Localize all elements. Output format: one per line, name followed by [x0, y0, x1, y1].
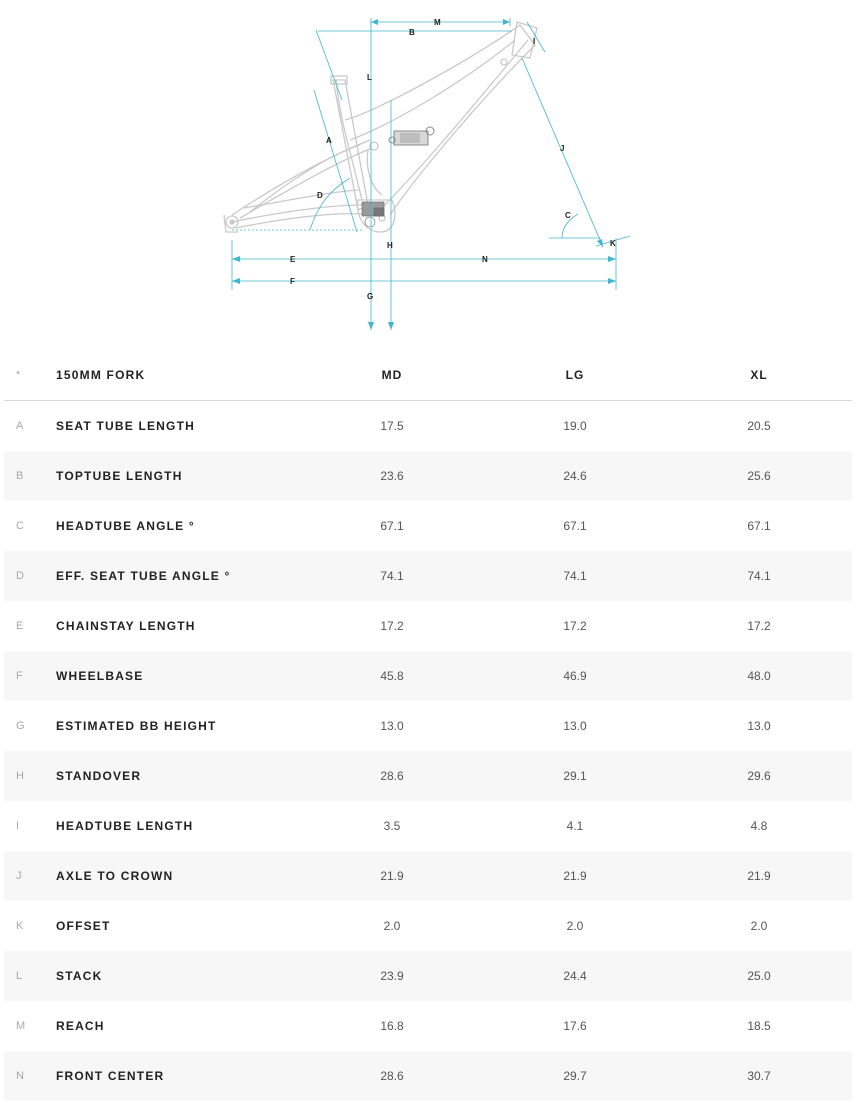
header-marker: * — [16, 369, 21, 381]
dim-label-l: L — [367, 73, 372, 82]
table-row — [4, 1051, 852, 1101]
row-label: SEAT TUBE LENGTH — [56, 419, 195, 433]
row-value-md: 16.8 — [380, 1019, 404, 1033]
dim-label-f: F — [290, 277, 295, 286]
row-value-xl: 25.6 — [747, 469, 771, 483]
dim-label-h: H — [387, 241, 393, 250]
dim-label-m: M — [434, 18, 441, 27]
row-value-xl: 17.2 — [747, 619, 771, 633]
row-letter: I — [16, 820, 20, 832]
row-value-xl: 25.0 — [747, 969, 771, 983]
table-row — [4, 851, 852, 901]
row-value-xl: 74.1 — [747, 569, 771, 583]
dim-label-c: C — [565, 211, 571, 220]
table-row — [4, 601, 852, 651]
row-letter: M — [16, 1020, 26, 1032]
row-label: STANDOVER — [56, 769, 142, 783]
row-value-xl: 29.6 — [747, 769, 771, 783]
header-size-md: MD — [381, 368, 403, 382]
row-letter: D — [16, 570, 24, 582]
row-value-lg: 24.6 — [563, 469, 587, 483]
row-label: REACH — [56, 1019, 105, 1033]
table-body — [4, 401, 852, 1101]
row-value-lg: 19.0 — [563, 419, 587, 433]
rear-shock — [389, 127, 434, 145]
dim-label-a: A — [326, 136, 332, 145]
row-value-md: 28.6 — [380, 1069, 404, 1083]
frame-geometry-svg — [0, 0, 856, 340]
row-letter: K — [16, 920, 24, 932]
row-value-md: 21.9 — [380, 869, 404, 883]
geometry-table — [4, 350, 852, 1101]
row-value-lg: 13.0 — [563, 719, 587, 733]
table-row — [4, 751, 852, 801]
row-value-md: 2.0 — [383, 919, 401, 933]
table-row — [4, 401, 852, 451]
row-letter: C — [16, 520, 24, 532]
row-value-md: 3.5 — [383, 819, 401, 833]
row-value-md: 13.0 — [380, 719, 404, 733]
row-letter: A — [16, 420, 24, 432]
dim-label-k: K — [610, 239, 616, 248]
dim-label-n: N — [482, 255, 488, 264]
table-row — [4, 951, 852, 1001]
row-value-xl: 13.0 — [747, 719, 771, 733]
row-value-md: 45.8 — [380, 669, 404, 683]
table-row — [4, 901, 852, 951]
row-letter: F — [16, 670, 23, 682]
row-value-lg: 29.7 — [563, 1069, 587, 1083]
row-label: STACK — [56, 969, 103, 983]
dimension-letters — [290, 18, 616, 301]
row-value-lg: 17.2 — [563, 619, 587, 633]
row-value-md: 74.1 — [380, 569, 404, 583]
row-letter: G — [16, 720, 25, 732]
table-row — [4, 1001, 852, 1051]
row-label: FRONT CENTER — [56, 1069, 165, 1083]
row-value-xl: 4.8 — [750, 819, 768, 833]
table-header-row — [4, 350, 852, 401]
row-value-xl: 18.5 — [747, 1019, 771, 1033]
row-label: AXLE TO CROWN — [56, 869, 174, 883]
row-value-lg: 46.9 — [563, 669, 587, 683]
row-value-lg: 17.6 — [563, 1019, 587, 1033]
row-value-lg: 2.0 — [566, 919, 584, 933]
row-value-md: 17.5 — [380, 419, 404, 433]
row-value-xl: 67.1 — [747, 519, 771, 533]
header-size-xl: XL — [750, 368, 768, 382]
row-letter: H — [16, 770, 24, 782]
table-row — [4, 651, 852, 701]
row-value-lg: 4.1 — [566, 819, 584, 833]
row-value-md: 67.1 — [380, 519, 404, 533]
table-row — [4, 801, 852, 851]
row-value-md: 23.6 — [380, 469, 404, 483]
dim-label-d: D — [317, 191, 323, 200]
row-value-lg: 67.1 — [563, 519, 587, 533]
row-value-md: 23.9 — [380, 969, 404, 983]
header-size-lg: LG — [565, 368, 585, 382]
dim-label-b: B — [409, 28, 415, 37]
row-value-lg: 24.4 — [563, 969, 587, 983]
row-value-lg: 21.9 — [563, 869, 587, 883]
row-letter: N — [16, 1070, 24, 1082]
row-label: EFF. SEAT TUBE ANGLE ° — [56, 569, 231, 583]
row-label: ESTIMATED BB HEIGHT — [56, 719, 217, 733]
row-letter: B — [16, 470, 24, 482]
table-row — [4, 451, 852, 501]
row-letter: J — [16, 870, 22, 882]
row-value-xl: 2.0 — [750, 919, 768, 933]
row-label: HEADTUBE LENGTH — [56, 819, 194, 833]
dim-label-j: J — [560, 144, 565, 153]
row-value-md: 17.2 — [380, 619, 404, 633]
row-label: OFFSET — [56, 919, 111, 933]
table-row — [4, 551, 852, 601]
bottom-bracket — [362, 202, 384, 227]
row-label: CHAINSTAY LENGTH — [56, 619, 196, 633]
dim-label-e: E — [290, 255, 296, 264]
table-row — [4, 701, 852, 751]
bike-frame — [224, 22, 537, 232]
row-letter: L — [16, 970, 23, 982]
row-label: TOPTUBE LENGTH — [56, 469, 183, 483]
row-label: WHEELBASE — [56, 669, 144, 683]
row-value-xl: 20.5 — [747, 419, 771, 433]
dim-label-i: I — [533, 37, 536, 46]
row-value-xl: 48.0 — [747, 669, 771, 683]
header-fork-label: 150MM FORK — [56, 368, 146, 382]
row-value-xl: 30.7 — [747, 1069, 771, 1083]
row-value-xl: 21.9 — [747, 869, 771, 883]
row-value-lg: 29.1 — [563, 769, 587, 783]
row-value-md: 28.6 — [380, 769, 404, 783]
frame-geometry-diagram — [0, 0, 856, 340]
dim-label-g: G — [367, 292, 374, 301]
row-value-lg: 74.1 — [563, 569, 587, 583]
row-label: HEADTUBE ANGLE ° — [56, 519, 195, 533]
row-letter: E — [16, 620, 24, 632]
table-row — [4, 501, 852, 551]
